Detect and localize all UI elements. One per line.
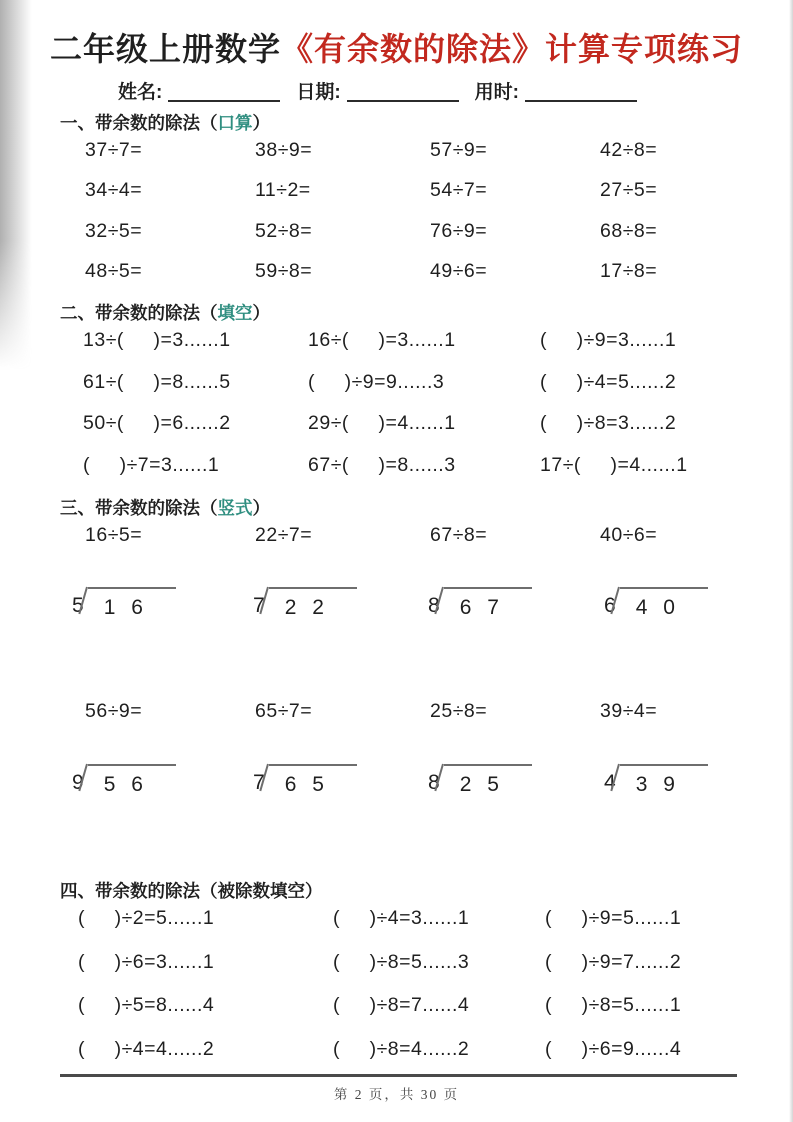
section-1-problem-grid bbox=[0, 138, 793, 282]
section-3-longdiv-row-1 bbox=[0, 587, 793, 622]
problem: 68÷8= bbox=[600, 219, 658, 242]
long-division-divisor: 6 bbox=[604, 594, 616, 617]
section-2-heading-highlight: 填空 bbox=[217, 302, 253, 323]
problem: 16÷5= bbox=[85, 523, 143, 546]
footer-rule bbox=[60, 1074, 737, 1077]
section-4-heading-text: 四、带余数的除法（被除数填空） bbox=[60, 880, 323, 901]
section-3-longdiv-row-2 bbox=[0, 764, 793, 799]
long-division bbox=[72, 764, 253, 799]
problem: 57÷9= bbox=[430, 138, 488, 161]
long-division-dividend: 5 6 bbox=[88, 764, 176, 799]
problem: 59÷8= bbox=[255, 260, 313, 282]
problem: 22÷7= bbox=[255, 523, 313, 546]
problem: 32÷5= bbox=[85, 219, 143, 242]
name-field-label: 姓名: bbox=[118, 82, 163, 103]
problem: ( )÷8=4......2 bbox=[333, 1037, 470, 1060]
problem: ( )÷9=5......1 bbox=[545, 907, 682, 929]
long-division bbox=[604, 587, 793, 622]
long-division bbox=[253, 764, 428, 799]
date-field-blank bbox=[347, 86, 459, 102]
problem: ( )÷8=3......2 bbox=[540, 412, 677, 434]
long-division-divisor: 8 bbox=[428, 770, 440, 794]
long-division-dividend: 2 2 bbox=[269, 587, 357, 622]
problem: 25÷8= bbox=[430, 700, 488, 722]
long-division bbox=[428, 587, 604, 622]
problem: ( )÷8=5......1 bbox=[545, 994, 682, 1016]
problem: ( )÷9=7......2 bbox=[545, 950, 682, 973]
problem: 34÷4= bbox=[85, 179, 143, 201]
long-division-divisor: 8 bbox=[428, 594, 440, 617]
section-1-heading bbox=[0, 115, 793, 133]
problem: 50÷( )=6......2 bbox=[83, 412, 231, 434]
problem: 17÷8= bbox=[600, 260, 658, 282]
long-division-divisor: 9 bbox=[72, 770, 84, 794]
section-3-heading-text: 三、带余数的除法（ bbox=[60, 498, 218, 518]
problem: 67÷( )=8......3 bbox=[308, 453, 456, 476]
page-title bbox=[0, 0, 793, 70]
problem: ( )÷5=8......4 bbox=[78, 994, 215, 1016]
long-division-dividend: 4 0 bbox=[620, 587, 708, 622]
problem: 16÷( )=3......1 bbox=[308, 329, 456, 351]
problem: ( )÷8=7......4 bbox=[333, 994, 470, 1016]
long-division-dividend: 6 7 bbox=[444, 587, 532, 622]
problem: ( )÷9=3......1 bbox=[540, 329, 677, 351]
problem: 67÷8= bbox=[430, 523, 488, 546]
long-division-dividend: 1 6 bbox=[88, 587, 176, 622]
problem: 61÷( )=8......5 bbox=[83, 370, 231, 393]
long-division-dividend: 2 5 bbox=[444, 764, 532, 799]
problem: ( )÷6=9......4 bbox=[545, 1037, 682, 1060]
problem: 54÷7= bbox=[430, 179, 488, 201]
problem: 17÷( )=4......1 bbox=[540, 453, 688, 476]
long-division-divisor: 4 bbox=[604, 770, 616, 794]
long-division-divisor: 7 bbox=[253, 770, 265, 794]
problem: 27÷5= bbox=[600, 179, 658, 201]
section-2-problem-grid bbox=[0, 331, 793, 475]
problem: 52÷8= bbox=[255, 219, 313, 242]
long-division-dividend: 6 5 bbox=[269, 764, 357, 799]
long-division bbox=[604, 764, 793, 799]
long-division bbox=[72, 587, 253, 622]
section-3-heading bbox=[0, 500, 793, 518]
problem: 38÷9= bbox=[255, 138, 313, 161]
section-4-heading bbox=[0, 880, 793, 901]
problem: 39÷4= bbox=[600, 700, 658, 722]
problem: ( )÷4=5......2 bbox=[540, 370, 677, 393]
problem: ( )÷4=3......1 bbox=[333, 907, 470, 929]
section-1-heading-close: ） bbox=[252, 113, 270, 133]
date-field-label: 日期: bbox=[296, 82, 341, 103]
problem: 40÷6= bbox=[600, 523, 658, 546]
long-division-divisor: 7 bbox=[253, 594, 265, 617]
problem: ( )÷7=3......1 bbox=[83, 453, 220, 476]
problem: 56÷9= bbox=[85, 700, 143, 722]
section-3-heading-highlight: 竖式 bbox=[217, 498, 253, 518]
info-fields-row bbox=[0, 83, 793, 102]
problem: ( )÷9=9......3 bbox=[308, 370, 445, 393]
problem: 42÷8= bbox=[600, 138, 658, 161]
problem: 37÷7= bbox=[85, 138, 143, 161]
problem: ( )÷8=5......3 bbox=[333, 950, 470, 973]
section-2-heading bbox=[0, 302, 793, 323]
section-3-problem-row-1 bbox=[0, 523, 793, 546]
section-1-heading-highlight: 口算 bbox=[217, 113, 253, 133]
page-title-red-part: 《有余数的除法》计算专项练习 bbox=[281, 31, 744, 67]
long-division bbox=[428, 764, 604, 799]
long-division bbox=[253, 587, 428, 622]
problem: 11÷2= bbox=[255, 179, 311, 201]
section-2-heading-text: 二、带余数的除法（ bbox=[60, 302, 218, 323]
time-field-blank bbox=[525, 86, 637, 102]
problem: ( )÷2=5......1 bbox=[78, 907, 215, 929]
page-number: 第 2 页，共 30 页 bbox=[333, 1087, 460, 1102]
section-4-problem-grid bbox=[0, 909, 793, 1059]
long-division-dividend: 3 9 bbox=[620, 764, 708, 799]
problem: 76÷9= bbox=[430, 219, 488, 242]
section-2-heading-close: ） bbox=[252, 302, 270, 323]
problem: ( )÷6=3......1 bbox=[78, 950, 215, 973]
problem: 13÷( )=3......1 bbox=[83, 329, 231, 351]
problem: 65÷7= bbox=[255, 700, 313, 722]
time-field-label: 用时: bbox=[474, 82, 519, 103]
long-division-divisor: 5 bbox=[72, 594, 84, 617]
problem: 48÷5= bbox=[85, 260, 143, 282]
problem: ( )÷4=4......2 bbox=[78, 1037, 215, 1060]
page-title-black-part: 二年级上册数学 bbox=[49, 31, 281, 67]
section-3-heading-close: ） bbox=[252, 498, 270, 518]
section-3-problem-row-2 bbox=[0, 702, 793, 722]
section-1-heading-text: 一、带余数的除法（ bbox=[60, 113, 218, 133]
problem: 49÷6= bbox=[430, 260, 488, 282]
problem: 29÷( )=4......1 bbox=[308, 412, 456, 434]
name-field-blank bbox=[168, 86, 280, 102]
